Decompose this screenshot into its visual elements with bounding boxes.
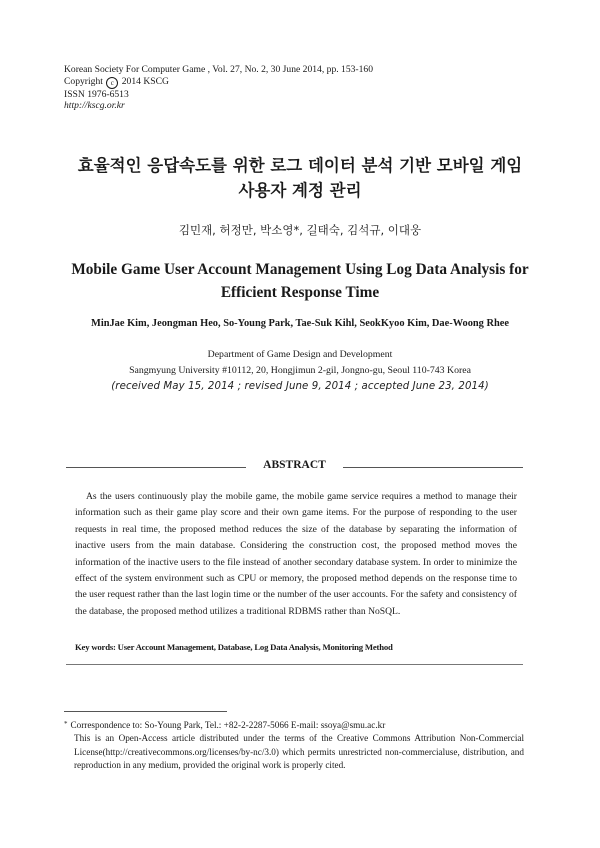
submission-dates: (received May 15, 2014 ; revised June 9, 2014 ; accepted June 23, 2014) xyxy=(111,381,489,392)
department: Department of Game Design and Development xyxy=(207,349,393,360)
abstract-heading: ABSTRACT xyxy=(263,459,326,471)
keywords: Key words: User Account Management, Database, Log Data Analysis, Monitoring Method xyxy=(75,642,393,652)
korean-title-line1: 효율적인 응답속도를 위한 로그 데이터 분석 기반 모바일 게임 xyxy=(77,156,523,175)
copyright-line xyxy=(64,76,373,89)
journal-url[interactable]: http://kscg.or.kr xyxy=(64,100,125,112)
footnote-divider xyxy=(64,711,227,712)
copyright-suffix: 2014 KSCG xyxy=(121,75,169,87)
english-title-line2: Efficient Response Time xyxy=(220,284,380,301)
korean-title-line2: 사용자 계정 관리 xyxy=(238,181,362,200)
korean-authors: 김민재, 허정만, 박소영*, 길태숙, 김석규, 이대웅 xyxy=(178,223,422,237)
license-text: This is an Open-Access article distributed under the terms of the Creative Commons Attribution Non-Commercial License(http://creativecommons.org/licenses/by-nc/3.0) which permits unrestricted non-commercialuse, distribution, and reproduction in any medium, provided the original work is properly cited. xyxy=(74,733,524,771)
english-authors: MinJae Kim, Jeongman Heo, So-Young Park, Tae-Suk Kihl, SeokKyoo Kim, Dae-Woong Rhee xyxy=(91,318,509,329)
keywords-divider xyxy=(66,664,523,665)
correspondence-line xyxy=(64,718,524,732)
journal-header xyxy=(64,64,373,112)
abstract-rule-right xyxy=(343,467,523,468)
footnote xyxy=(64,718,524,773)
korean-title xyxy=(40,153,560,203)
copyright-prefix: Copyright xyxy=(64,75,103,87)
address: Sangmyung University #10112, 20, Hongjimun 2-gil, Jongno-gu, Seoul 110-743 Korea xyxy=(129,365,471,376)
abstract-body: As the users continuously play the mobile game, the mobile game service requires a method to manage their information such as their game play score and their own game items. For the purpose of responding to the user requests in real time, the proposed method reduces the size of the database by separating the information of inactive users from the main database. Considering the construction cost, the proposed method moves the information of the inactive users to the file instead of another secondary database system. In order to minimize the effect of the system environment such as CPU or memory, the proposed method depends on the response time to the user request rather than the last login time or the number of the user accounts. For the safety and consistency of the database, the proposed method utilizes a traditional RDBMS rather than NoSQL. xyxy=(75,491,517,617)
english-title xyxy=(40,258,560,304)
copyright-icon: c xyxy=(106,77,118,89)
correspondence-text: Correspondence to: So-Young Park, Tel.: +82-2-2287-5066 E-mail: ssoya@smu.ac.kr xyxy=(70,720,386,730)
issn: ISSN 1976-6513 xyxy=(64,88,129,100)
english-title-line1: Mobile Game User Account Management Using Log Data Analysis for xyxy=(71,261,529,278)
journal-citation: Korean Society For Computer Game , Vol. 27, No. 2, 30 June 2014, pp. 153-160 xyxy=(64,64,374,75)
abstract-rule-left xyxy=(66,467,246,468)
footnote-marker: * xyxy=(64,720,68,728)
